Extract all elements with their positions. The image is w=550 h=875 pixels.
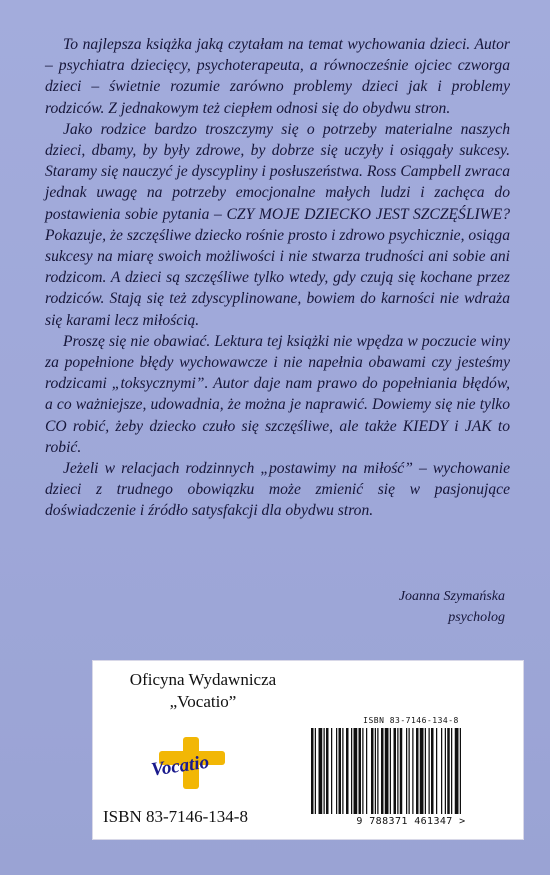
signature xyxy=(285,586,505,628)
barcode-bar xyxy=(406,728,407,814)
barcode-isbn-text: ISBN 83-7146-134-8 xyxy=(363,716,459,725)
barcode-bar xyxy=(425,728,426,814)
barcode-bar xyxy=(460,728,461,814)
blurb-paragraph-4: Jeżeli w relacjach rodzinnych „postawimy na miłość” – wychowanie dzieci z trudnego obowiązku może zmienić się w pasjonujące doświadczenie i źródło satysfakcji dla obydwu stron. xyxy=(45,460,510,520)
blurb-paragraph-2: Jako rodzice bardzo troszczymy się o potrzeby materialne naszych dzieci, dbamy, by były zdrowe, by dobrze się uczyły i osiągały sukcesy. Staramy się nauczyć je dyscypliny i posłuszeństwa. Ross Campbell zwraca jednak uwagę na potrzeby emocjonalne małych ludzi i zachęca do postawienia sobie pytania – CZY MOJE DZIECKO JEST SZCZĘŚLIWE? Pokazuje, że szczęśliwe dziecko rośnie prosto i zdrowo psychicznie, osiąga sukcesy na miarę swoich możliwości i nie stwarza trudności ani sobie ani rodzicom. A dzieci są szczęśliwe tylko wtedy, gdy czują się kochane przez rodziców. Stają się też zdyscyplinowane, bowiem do karności nie wdraża się karami lecz miłością. xyxy=(45,120,510,329)
barcode-bar xyxy=(377,728,378,814)
blurb-paragraph-1: To najlepsza książka jaką czytałam na temat wychowania dzieci. Autor – psychiatra dziecięcy, psychoterapeuta, a równocześnie ojciec czworga dzieci – świetnie rozumie zarówno problemy dzieci jak i problemy rodziców. Z jednakowym też ciepłem odnosi się do obydwu stron. xyxy=(45,36,510,117)
publisher-line-1: Oficyna Wydawnicza xyxy=(129,670,277,689)
barcode-bar xyxy=(397,728,398,814)
barcode-bar xyxy=(400,728,403,814)
barcode-bar xyxy=(436,728,437,814)
barcode-bar xyxy=(351,728,352,814)
barcode-bar xyxy=(447,728,450,814)
logo-text: Vocatio xyxy=(149,751,211,781)
barcode-bar xyxy=(451,728,452,814)
barcode-bar xyxy=(362,728,363,814)
barcode-bar xyxy=(354,728,358,814)
barcode-bar xyxy=(412,728,413,814)
signature-name: Joanna Szymańska xyxy=(398,589,505,604)
barcode-digits: 9 788371 461347 > xyxy=(356,816,466,827)
barcode-bar xyxy=(409,728,410,814)
barcode-bar xyxy=(390,728,391,814)
barcode-bar xyxy=(431,728,434,814)
barcode-bar xyxy=(319,728,323,814)
publisher-line-2: „Vocatio” xyxy=(169,692,237,711)
blurb-text xyxy=(45,34,510,522)
barcode-bar xyxy=(339,728,342,814)
barcode-bar xyxy=(375,728,376,814)
signature-title: psycholog xyxy=(448,610,505,625)
barcode-bar xyxy=(315,728,316,814)
barcode-bars xyxy=(309,728,513,814)
barcode-bar xyxy=(371,728,374,814)
barcode-bar xyxy=(420,728,424,814)
barcode-bar xyxy=(394,728,397,814)
barcode-bar xyxy=(324,728,325,814)
barcode-bar xyxy=(336,728,337,814)
barcode-bar xyxy=(331,728,332,814)
publisher-panel xyxy=(92,660,524,840)
barcode-bar xyxy=(342,728,343,814)
isbn-label: ISBN 83-7146-134-8 xyxy=(103,807,248,826)
barcode-bar xyxy=(455,728,459,814)
barcode-bar xyxy=(366,728,367,814)
barcode-bar xyxy=(326,728,329,814)
barcode-bar xyxy=(441,728,442,814)
blurb-paragraph-3: Proszę się nie obawiać. Lektura tej książki nie wpędza w poczucie winy za popełnione błędy wychowawcze i nie napełnia obawami czy jesteśmy rodzicami „toksycznymi”. Autor daje nam prawo do popełniania błędów, a co ważniejsze, udowadnia, że można je naprawić. Dowiemy się nie tylko CO robić, żeby dziecko czuło się szczęśliwe, ale także KIEDY i JAK to robić. xyxy=(45,332,510,456)
barcode-bar xyxy=(311,728,314,814)
barcode-bar xyxy=(445,728,446,814)
barcode xyxy=(305,716,517,834)
barcode-bar xyxy=(416,728,419,814)
vocatio-logo-icon xyxy=(145,731,245,795)
barcode-bar xyxy=(381,728,384,814)
barcode-bar xyxy=(359,728,362,814)
barcode-bar xyxy=(346,728,349,814)
barcode-bar xyxy=(429,728,430,814)
barcode-bar xyxy=(385,728,389,814)
publisher-name xyxy=(93,669,313,713)
